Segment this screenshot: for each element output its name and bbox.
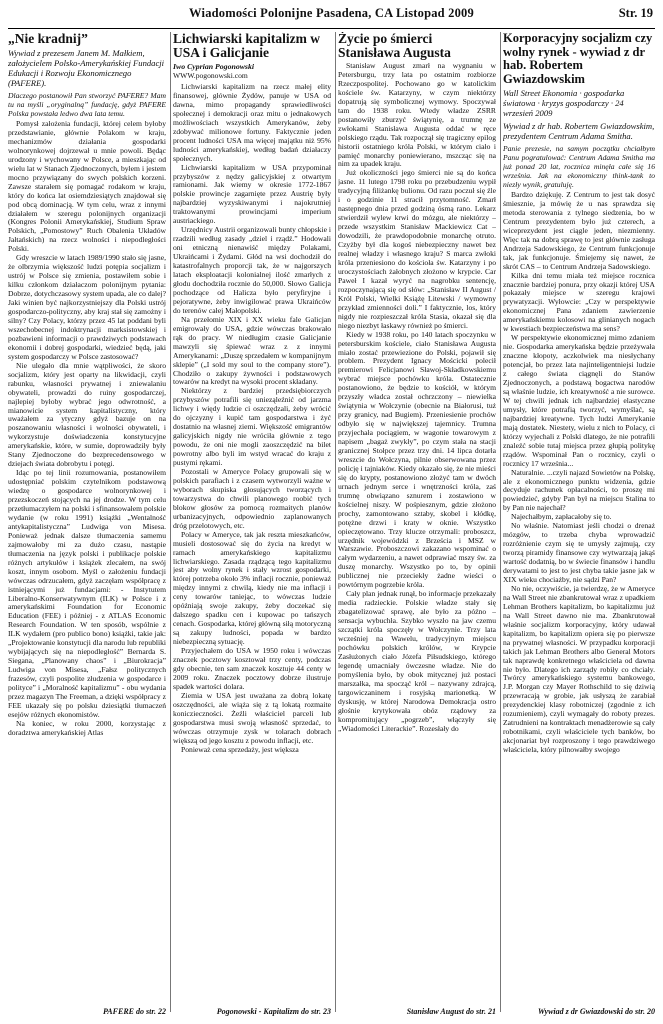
article-intro: Wywiad z dr hab. Robertem Gwiazdowskim, prezydentem Centrum Adama Smitha. <box>503 121 655 141</box>
article-zycie-po-smierci <box>338 32 496 1018</box>
paragraph: Na koniec, w roku 2000, korzystając z doradztwa amerykańskiej Atlas <box>8 718 166 737</box>
author-website: WWW.pogonowski.com <box>173 71 248 80</box>
paragraph: Gdy wreszcie w latach 1989/1990 stało się jasne, że olbrzymia większość ludzi potępia socjalizm i ustrój w Polsce się zmienia, postawiłem sobie i kilku członkom działaczom polonijnym pytania: Dobrze, dotychczasowy system upada, ale co dalej? Jaki winien być najkorzystniejszy dla Polski ustrój gospodarczo-polityczny, aby kraj stał się zamożny i silny? Czy Polacy, którzy przez 45 lat poddani byli wszechobecnej indoktrynacji marksistowskiej i pozbawieni informacji o prawdziwych podstawach ekonomii i dobrej gospodarki, wiedzieć będą, jaki system gospodarczy w Polsce zastosować? <box>8 253 166 361</box>
article-korporacyjny-socjalizm <box>503 32 655 1018</box>
page-number: Str. 19 <box>618 6 653 20</box>
column-divider <box>500 32 501 1012</box>
article-lichwiarski-kapitalizm <box>173 32 331 1018</box>
article-nie-kradnij <box>8 32 166 1018</box>
column-divider <box>335 32 336 1012</box>
continued-reference: PAFERE do str. 22 <box>103 1007 166 1016</box>
article-subtitle: Wall Street Ekonomia · gospodarka światowa · kryzys gospodarczy · 24 wrzesień 2009 <box>503 88 625 118</box>
paragraph: Idąc po tej linii rozumowania, postanowiłem udostępniać polskim czytelnikom podstawową wiedzę o gospodarce wolnorynkowej i przezskoczeń stojących na jej drodze. W tym celu przetłumaczyłem na polski i sfinansowałem polskie wydanie (w roku 1991) książki „Wentalność antykapitalistyczna” Ludwiga von Misesa. Ponieważ jednak dalsze tłumaczenia samemu zajmowałoby mi za dużo czasu, nastąpie tłumaczenia na język polski i publikacje polskie różnych artykułów i książek zlecałem, na swój koszt, innym osobom. Myśl o założeniu fundacji wówczas odrzucałem, gdyż zaczęłam współpracę z istniejącymi już fundacjami: - Instytutem Liberalno-Konserwatywnym (ILK) w Polsce i z amerykańskimi Foundation for Economic Education (FEE) i później - z ATLAS Economic Research Foundation. W ten sposób, wspólnie z ILK wydałem (pro publico bono) książki, takie jak: „Projektowanie konstytucji dla narodu lub republiki wybijających się na niepodległość” Bernarda S. Siegana, „Planowany chaos” i „Biurokracja” Ludwiga von Misesa, „Fałsz politycznych frazesów, czyli pospolite złudzenia w gospodarce i polityce” i „Moralność kapitalizmu” - obu wydania przez magazyn The Freeman, a dzięki współpracy z FEE ukazały się po polsku dziesiątki tłumaczeń esejów różnych ekonomistów. <box>8 468 166 719</box>
paragraph: Naturalnie. ...czyli najazd Sowietów na Polskę, ale z ekonomicznego punktu widzenia, gdzie decyduje rachunek opłacalności, to proszę mi powiedzieć, gdyby Pan był na miejscu Stalina to by Pan nie najechał? <box>503 467 655 513</box>
paragraph: Bardzo dziękuję. Z Centrum to jest tak dosyć śmiesznie, ja mówię że u nas sprawdza się metoda sterowania z tylnego siedzenia, bo w Centrum prezydentem było już czterech, a wiceprezydent jest ciągle jeden, niezmienny. Więc tak na dobrą sprawę to jest głównie zasługa Andrzeja Sadowskiego, że Centrum funkcjonuje tak, jak funkcjonuje. Śmiejemy się nawet, że skrót CAS – to Centrum Andrzeja Sadowskiego. <box>503 190 655 271</box>
paragraph: Lichwiarski kapitalizm w USA przypominał przybyszów z nędzy galicyjskiej z otwartym ramionami. Jak wiemy w okresie 1772-1867 polskie prowincje zagarnięte przez Austrię były najbardziej wyzyskiwanymi i najokrutniej traktowanymi prowincjami imperium austriackiego. <box>173 162 331 226</box>
paragraph: Urzędnicy Austrii organizowali bunty chłopskie i rzadzili według zasady „dziel i rządź.” Hodowali oni etniczną nienawiść między Polakami, Ukraińcami i Żydami. Głód na wsi dochodził do katastrofalnych proporcji tak, że w najgorszych latach eksploatacji kolonialnej ilość zmarłych z głodu dochodziła rocznie do 50,000. Słowo Galicja pochodzące od Halicza było peryfiryjne i pejoratywne, żeby inwigilować prawa Ukraińców do terenów całej Małopolski. <box>173 225 331 315</box>
paragraph: Kilka dni temu miała też miejsce rocznica znacznie bardziej ponura, przy okazji której USA pokazały miejsce w szeregu krajowi prywatyzacji. Wyłowcie: „Czy w perspektywie ekonomicznej Pana zdaniem zawierzenie amerykańskiemu kolosowi na glinianych nogach w kwestiach bezpieczeństwa ma sens? <box>503 270 655 334</box>
article-body <box>8 120 166 738</box>
continued-reference: Pogonowski - Kapitalizm do str. 23 <box>216 1007 331 1016</box>
continued-reference: Wywiad z dr Gwiazdowski do str. 20 <box>537 1007 655 1016</box>
paragraph: No nie, oczywiście, ja twierdzę, że w Ameryce na Wall Street nie zbankrutował wraz z upadkiem Lehman Brothers kapitalizm, bo kapitalizmu już na Wall Street dawno nie ma. Zbankrutował właśnie socjalizm korporacyjny, który udawał kapitalizm, bo kapitalizm opiera się po pierwsze na prywatnej własności. W przypadku korporacji takich jak Lehman Brothers albo General Motors tak naprawdę konkretnego właściciela od dawna nie było. Dlatego ich zarządy robiły co chciały. Twórcy amerykańskiego systemu bankowego, J.P. Morgan czy Mayer Rothschild to się dziwią przewracają w grobie, jak usłyszą że zarabiał prezydenckiej klasy robotniczej (zgodnie z ich rozumieniem), czyli wymagały do roboty prezes. Zatrudnieni na kontraktach menadżerowie są cały robotnikami, czyli właściciele tych banków, bo akcjonariat był rozproszony i tego prawdziwego właściciela, który pilnowałby swojego <box>503 583 655 755</box>
continued-reference: Stanisław August do str. 21 <box>406 1007 496 1016</box>
article-body <box>173 83 331 754</box>
article-headline: Korporacyjny socjalizm czy wolny rynek - wywiad z dr hab. Robertem Gwiazdowskim <box>503 32 653 86</box>
paragraph: W perspektywie ekonomicznej mimo zdaniem nie. Gospodarka amerykańska będzie przeżywała znaczne kłopoty, aczkolwiek ma niesłychany potencjał, bo przez lata najinteligentniejsi ludzie z całego świata ciągnęli do Stanów Zjednoczonych, a podstawą bogactwa narodów są właśnie ludzie, ich kreatywność a nie surowce. W tej chwili jednak ich najbardziej elastyczne umysły, które potrafią tworzyć, wymyślać, są najbardziej kreatywne. Tych ludzi Amerykanie mają dostatek. Niestety, wielu z nich to Polacy, ci którzy wyjechali z Polski dlatego, że nie potrafili znaleźć sobie tutaj miejsca przez głupią politykę rządów. Wspominał Pan o rocznicy, czyli o rocznicy 17 września... <box>503 333 655 468</box>
paragraph: Na przełomie XIX i XX wieku fale Galicjan emigrowały do USA, gdzie wówczas brakowało rąk do pracy. W niedługim czasie Galicjanie mawzyli się śpiewać wraz z z innymi Amerykanami: „Duszę sprzedałem w kompanijnym sklepie” („I sold my soul to the company store”). Chodziło o zakupy żywności i podstawowych towarów na kredyt na wysoki procent składany. <box>173 314 331 387</box>
article-headline: Lichwiarski kapitalizm w USA i Galicjanie <box>173 32 321 60</box>
masthead <box>8 6 655 29</box>
article-headline: „Nie kradnij” <box>8 32 88 46</box>
paragraph: No właśnie. Natomiast jeśli chodzi o drenaż mózgów, to trzeba chyba wprowadzić rozróżnienie czym się te umysły zajmują, czy tworzą piramidy finansowe czy wytwarzają jakąś wartość dodatnią, bo w świecie finansów i handlu derywatami to jest to jest chyba takie jasne jak w XIX wieku chociażby, nie sądzi Pan? <box>503 521 655 584</box>
paragraph: Pomysł założenia fundacji, której celem byłoby przedstawianie, głównie Polakom w kraju, mechanizmów działania gospodarki wolnorynkowej dojrzewał u mnie powoli. Będąc urodzony i wychowany w Polsce, a mieszkając od wielu lat w Stanach Zjednoczonych, byłem i jestem mocno przywiązany do swych polskich korzeni. Zawsze starałem się pomagać rodakom w kraju, który do końca lat osiemdziesiątych znajdował się pod obcą dominacją. W tym celu, wraz z innymi działałem w szeregu polonijnych organizacji (Kongres Polonii Amerykańskiej, Studium Spraw Polskich, „Pomostowy” Ruch Obalenia Układów Jałtańskich) na rzecz wolności i niepodległości Polski. <box>8 119 166 254</box>
paragraph: Lichwiarski kapitalizm na rzecz małej elity finansowej, głównie Żydów, panuje w USA od dawna, mimo propagandy sprawiedliwości społecznej i demokracji oraz mitu o jednakowych możliwościach wszystkich Amerykanów, żeby zdobywać milionowe fortuny. Faktycznie jeden procent ludności USA ma więcej majątku niż 95% ludności amerykańskiej, według badań działaczy społecznych. <box>173 82 331 163</box>
paragraph: Ziemia w USA jest uważana za dobrą lokatę oszczędności, ale wiąża się z tą lokatą rozmaite koniczieczności. Żeźli właściciel parceli lub gospodarstwa musi swoją własność sprzedać, to wówczas otrzymuje zysk w tolarach dobrach większą od jego kosztu z powodu inflacji, etc. <box>173 690 331 745</box>
paragraph: Kiedy w 1938 roku, po 140 latach spoczynku w petersburskim kościele, ciało Stanisława Augusta miało zostać przewiezione do Polski, pojawił się problem. Prezydent Ignacy Mościcki polecił premierowi Felicjanowi Sławoj-Składkowskiemu wybrać miejsce pochówku króla. Ostatecznie postanowiono, że będzie to kościół, w którym przyszły władca został ochrzczony – niewielka świątynia w Wołczynie (obecnie na Białorusi, tuż przy granicy, nad Bugiem). Przeniesienie prochów odbyło się w największej tajemnicy. Trumna przyjechała pociągiem, w wagonie towarowym z napisem „bagaż zwykły”, po czym stała na stacji granicznej Stołpce przez trzy dni. 14 lipca dotarła wreszcie do Wołczyna, pilnie obserwowana przez policję i tajniaków. Kiedy okazało się, że nie mieści się do krypty, postanowiono złożyć tam w dwóch urnach jednym serce i wnętrzności króla, zaś trumnę obwiązano sznurem i zostawiono w kościelnej niszy. W pośpiesznym, gdzie złożono prochy, zamontowano sztaby, skobel i kłódkę, potężne drzwi i kraty w oknie. Wszystko opieczętowano. Trzy klucze otrzymali: proboszcz, urzędnik wojewódzki z Brześcia i MSZ w Warszawie. Proboszczowi zakazano wspominać o całym wydarzeniu, a nawet odprawiać mszy św. za duszę monarchy. Wszystko po to, by opinii publicznej nie przeciekły żadne wieści o powtórnym pogrzebie króla. <box>338 329 496 590</box>
column-divider <box>170 32 171 1012</box>
paragraph: Już okoliczności jego śmierci nie są do końca jasne. 11 lutego 1798 roku po przebudzeniu wypił tradycyjną filiżankę bulionu. Od razu poczuł się źle i o godzinie 11 stracił przytomność. Zmarł następnego dnia przed godziną ósmą rano. Lekarz stwierdził wylew krwi do mózgu, ale niektórzy – przede wszystkim Stanisław Mackiewicz Cat – dowodzili, że prawdopodobnie monarchę otruto. Czyżby był dla kogoś niebezpieczny nawet bez realnej władzy i własnego kraju? S marca zwłoki króla przeniesiono do kościoła św. Katarzyny i po uroczystościach żałobnych złożono w krypcie. Car Paweł I kazał wyryć na nagrobku sentencję, rozpoczynającą się od słów: „Stanisław II August / Król Polski, Wielki Książę Litewski / wymowny przykład zmienności doli.” I faktycznie, los, który nigdy nie rozpieszczał króla Stasia, okazał się dla niego niezbyt łaskawy również po śmierci. <box>338 168 496 330</box>
article-headline: Życie po śmierci Stanisława Augusta <box>338 32 451 60</box>
paragraph: Niektórzy z bardziej przedsiębiorczych przybyszów potrafili się unieząleźnić od jarzma lichwy i więdy ludzie ci oszczędzali, żeby wrócić do ojczyzny i kupić tam gospodarstwa i żyć dostatnio na własnej ziemi. Większość emigrantów galicyjskich nigdy nie wróciła głównie z tego powodu, że oni nie mogli zaoszczędzić na bilet powrotny albo byli im wstyd wracać do kraju z pustymi rękami. <box>173 386 331 468</box>
article-body <box>338 62 496 733</box>
paragraph: Polacy w Ameryce, tak jak reszta mieszkańców, musieli dostosować się do życia na kredyt w ramach amerykańskiego kapitalizmu lichwiarskiego. Zasada rządzącą tego kapitalizmu jest aby wolny rynek i stały wzrost gospodarki, której potrzeba około 3% inflacji rocznie, ponieważ między innymi z chwilą, kiedy nie ma inflacji i ceny towarów taniejąc, to wówczas ludzie opóźniają swoje zakupy, żeby doczekać się dalszego spadku cen i kupowac po tańszych cenach. Gospodarka, której główną siłą motoryczną są zakupy ludności, popada w bardzo niebezpieczną sytuację. <box>173 529 331 647</box>
paragraph: Cały plan jednak runął, bo informacje przekazały media radzieckie. Polskie władze stały się zbagatelizować sprawę, ale było za późno – sensacja wybuchła. Szybko wyszło na jaw czemu szczątki króla spoczęły w Wołczynie. Trzy lata wcześniej na Wawelu, tradycyjnym miejscu pochówku polskich królów, w Krypcie Zasłużonych ciało Józefa Piłsudskiego, którego legendę umacniały ówczesne władze. Nie do pomyślenia było, by obok mitycznej już postaci marszałka, ma spocząć król – nazywany zdrajcą, targowiczaninem i rosyjską marionetką. W dyskusję, w której Narodowa Demokracja ostro głośnie krytykowała obóz rządowy za kompromitujący „pogrzeb”, włączyły się „Wiadomości Literackie”. Rozesłały do <box>338 589 496 733</box>
paragraph: Najechałbym, zapłacałoby się to. <box>511 512 612 522</box>
interview-question: Dlaczego postanowił Pan stworzyć PAFERE? Mam tu na myśli „oryginalną” fundację, gdyż PAFERE Polska powstała ledwo dwa lata temu. <box>8 91 166 118</box>
article-body <box>503 191 655 755</box>
paragraph: Ponieważ cena sprzedaży, jest większa <box>181 744 299 754</box>
author-byline: Iwo Cyprian Pogonowski <box>173 62 255 71</box>
interview-question: Panie prezesie, na samym początku chciałbym Panu pogratulować: Centrum Adama Smitha ma już ponad 20 lat, rocznica minęła całe się 16 września. Jak na ekonomiczny think-tank to niezły wynik, gratuluję. <box>503 144 655 189</box>
paragraph: Nie ulegało dla mnie wątpliwości, że skoro socjalizm, który jest oparty na likwidacji, czyli rabunku, własności prywatnej i zniewalaniu obywateli, prowadzi do ruiny gospodarczej, najlepiej byłoby wybrać jego odwrotność, a mianowicie system kapitalistyczny, który uważałem za ytyczny gdyż bazuje on na poszanowaniu własności i wolności obywateli, i wykorzystuje doświadczenia konstytucyjne amerykańskie, które, w sumie, doprowadziły były Stany Zjednoczone do bezprecedensowego w dziejach świata dobrobytu i potęgi. <box>8 360 166 469</box>
article-subtitle: Wywiad z prezesem Janem M. Małkiem, założycielem Polsko-Amerykańskiej Fundacji Edukacji i Rozwoju Ekonomicznego (PAFERE). <box>8 48 165 88</box>
paragraph: Stanisław August zmarł na wygnaniu w Petersburgu, trzy lata po ostatnim rozbiorze Rzeczpospolitej. Pochowano go w katolickim kościele św. Katarzyny, w czym niektórzy dopatrują się symbolicznej wymowy. Spoczywał tam do 1938 roku. Wtedy władze ZSRR postanowiły zburzyć świątynię, a trumnę ze zwłokami Stanisława Augusta oddać w ręce polskiego rządu. Tak rozpoczął się tragiczny epilog historii ostatniego króla Polski, w którym ciało i pamięć monarchy poniewierano, mszcząc się na nim za upadek kraju. <box>338 61 496 169</box>
newspaper-title: Wiadomości Polonijne Pasadena, CA Listopad 2009 <box>189 6 474 20</box>
paragraph: Przyjechałem do USA w 1950 roku i wówczas znaczek pocztowy kosztował trzy centy, podczas gdy obecnie, ten sam znaczek kosztuje 44 centy w 2009 roku. Znaczek pocztowy dobrze ilustruje spadek wartości dolara. <box>173 646 331 691</box>
paragraph: Pozostali w Ameryce Polacy grupowali się w polskich parafiach i z czasem wytworzyli ważne w wyborach skupiska głosujących tworzących i towarzystwa do chwili planowego roobić tych blokow głosów za pomocą rozmaitych planów urbanizacyjnych, odpowiednio zaplanowanych dróg przelotowych, etc. <box>173 466 331 530</box>
